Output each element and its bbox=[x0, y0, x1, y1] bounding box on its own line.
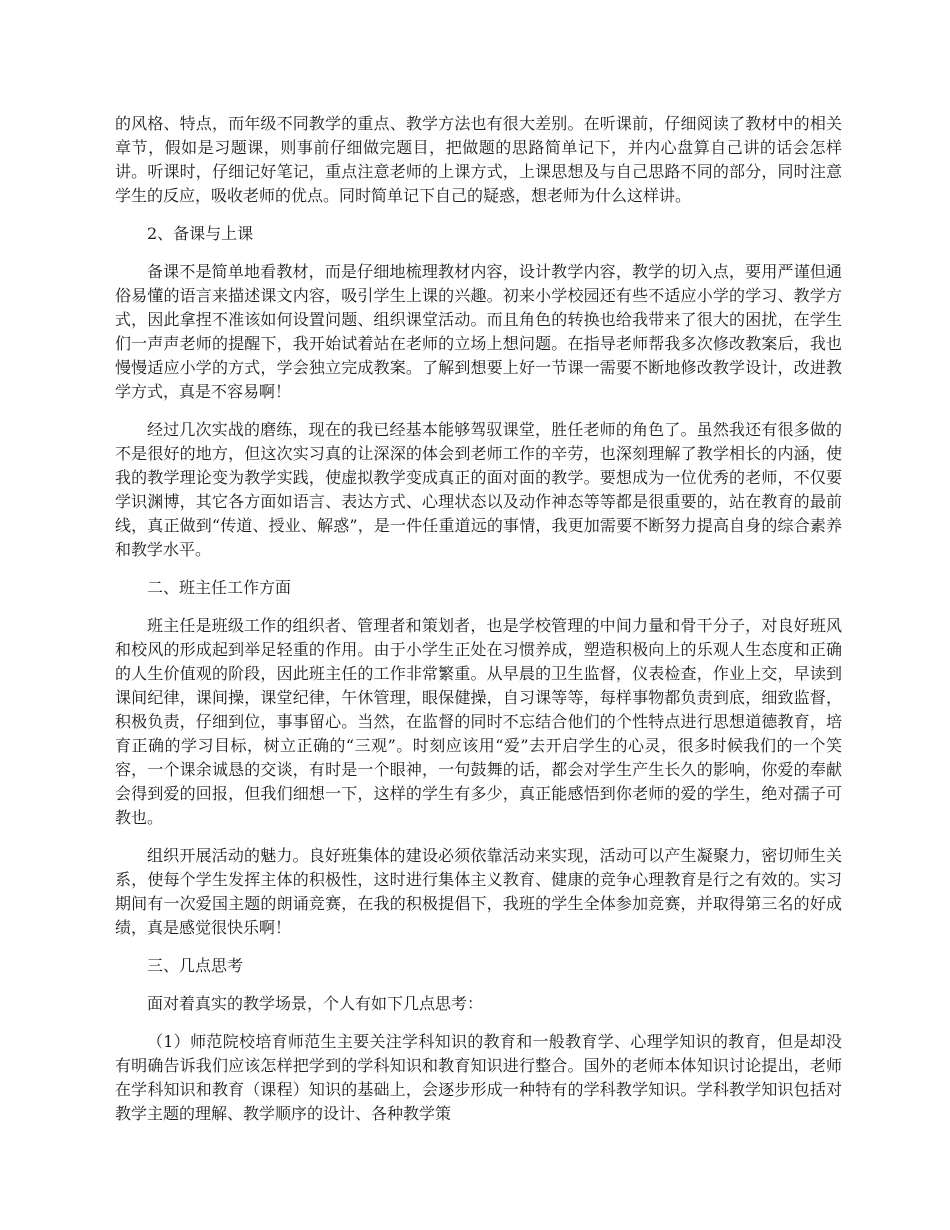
document-page bbox=[115, 112, 842, 1140]
paragraph-intro: 的风格、特点，而年级不同教学的重点、教学方法也有很大差别。在听课前，仔细阅读了教材中的相关章节，假如是习题课，则事前仔细做完题目，把做题的思路简单记下，并内心盘算自己讲的话会怎样讲。听课时，仔细记好笔记，重点注意老师的上课方式，上课思想及与自己思路不同的部分，同时注意学生的反应，吸收老师的优点。同时简单记下自己的疑惑，想老师为什么这样讲。 bbox=[115, 114, 842, 205]
paragraph-reflection-1: （1）师范院校培育师范生主要关注学科知识的教育和一般教育学、心理学知识的教育，但是却没有明确告诉我们应该怎样把学到的学科知识和教育知识进行整合。国外的老师本体知识讨论提出，老师在学科知识和教育（课程）知识的基础上，会逐步形成一种特有的学科教学知识。学科教学知识包括对教学主题的理解、教学顺序的设计、各种教学策 bbox=[115, 1032, 842, 1123]
paragraph-class-teacher: 班主任是班级工作的组织者、管理者和策划者，也是学校管理的中间力量和骨干分子，对良好班风和校风的形成起到举足轻重的作用。由于小学生正处在习惯养成，塑造积极向上的乐观人生态度和正确的人生价值观的阶段，因此班主任的工作非常繁重。从早晨的卫生监督，仪表检查，作业上交，早读到课间纪律，课间操，课堂纪律，午休管理，眼保健操，自习课等等，每样事物都负责到底，细致监督，积极负责，仔细到位，事事留心。当然，在监督的同时不忘结合他们的个性特点进行思想道德教育，培育正确的学习目标，树立正确的“三观”。时刻应该用“爱”去开启学生的心灵，很多时候我们的一个笑容，一个课余诚恳的交谈，有时是一个眼神，一句鼓舞的话，都会对学生产生长久的影响，你爱的奉献会得到爱的回报，但我们细想一下，这样的学生有多少，真正能感悟到你老师的爱的学生，绝对孺子可教也。 bbox=[115, 616, 842, 827]
section-heading-reflections: 三、几点思考 bbox=[147, 956, 244, 975]
section-heading-lesson-prep: 2、备课与上课 bbox=[147, 224, 254, 243]
paragraph-reflections-intro: 面对着真实的教学场景，个人有如下几点思考： bbox=[147, 994, 484, 1013]
section-heading-class-teacher: 二、班主任工作方面 bbox=[147, 578, 292, 597]
paragraph-practice-experience: 经过几次实战的磨练，现在的我已经基本能够驾驭课堂，胜任老师的角色了。虽然我还有很多做的不是很好的地方，但这次实习真的让深深的体会到老师工作的辛劳，也深刻理解了教学相长的内涵，使我的教学理论变为教学实践，使虚拟教学变成真正的面对面的教学。要想成为一位优秀的老师，不仅要学识渊博，其它各方面如语言、表达方式、心理状态以及动作神态等等都是很重要的，站在教育的最前线，真正做到“传道、授业、解惑”，是一件任重道远的事情，我更加需要不断努力提高自身的综合素养和教学水平。 bbox=[115, 420, 842, 559]
paragraph-lesson-prep: 备课不是简单地看教材，而是仔细地梳理教材内容，设计教学内容，教学的切入点，要用严谨但通俗易懂的语言来描述课文内容，吸引学生上课的兴趣。初来小学校园还有些不适应小学的学习、教学方式，因此拿捏不准该如何设置问题、组织课堂活动。而且角色的转换也给我带来了很大的困扰，在学生们一声声老师的提醒下，我开始试着站在老师的立场上想问题。在指导老师帮我多次修改教案后，我也慢慢适应小学的方式，学会独立完成教案。了解到想要上好一节课一需要不断地修改教学设计，改进教学方式，真是不容易啊！ bbox=[115, 262, 842, 401]
paragraph-activities: 组织开展活动的魅力。良好班集体的建设必须依靠活动来实现，活动可以产生凝聚力，密切师生关系，使每个学生发挥主体的积极性，这时进行集体主义教育、健康的竞争心理教育是行之有效的。实习期间有一次爱国主题的朗诵竞赛，在我的积极提倡下，我班的学生全体参加竞赛，并取得第三名的好成绩，真是感觉很快乐啊！ bbox=[115, 846, 842, 937]
